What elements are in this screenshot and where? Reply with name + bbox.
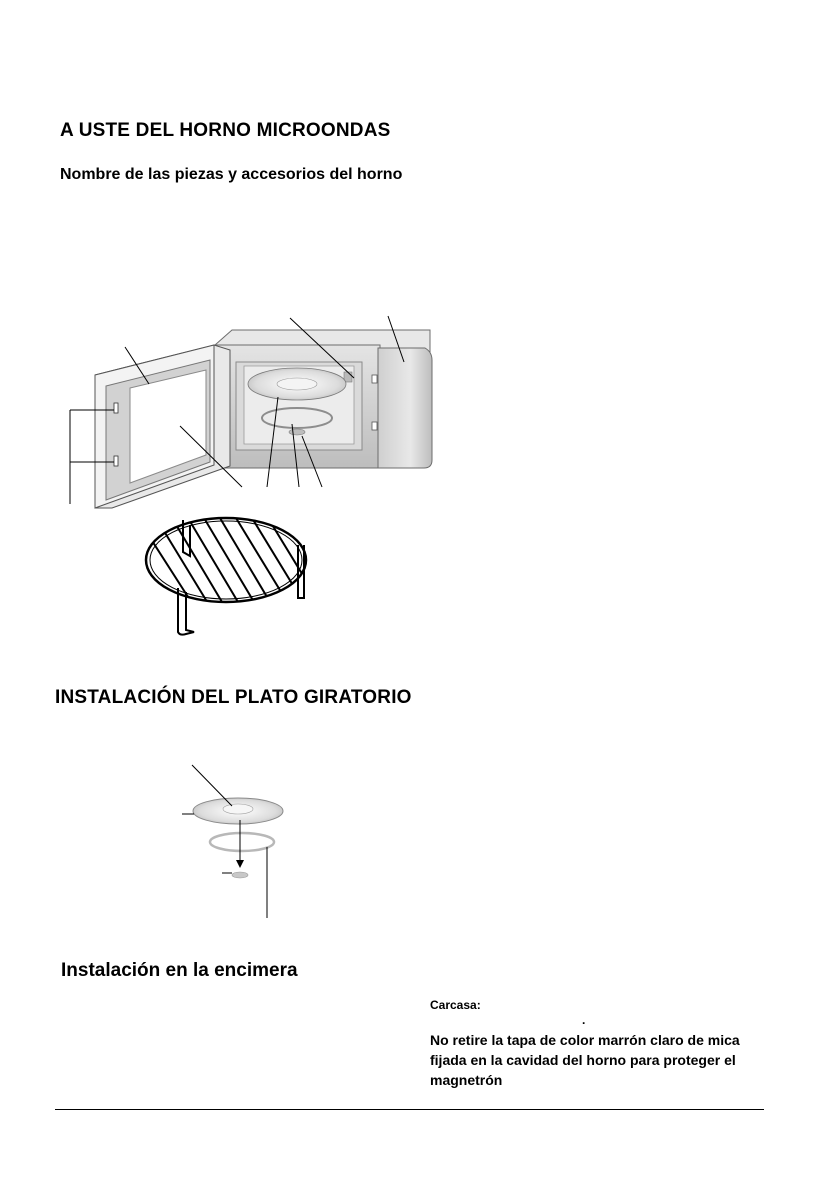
notice-text: No retire la tapa de color marrón claro de mica fijada en la cavidad del horno para proteger el magnetrón [430,1032,740,1088]
footer-divider [55,1109,764,1110]
notice-heading: Carcasa: [430,998,481,1012]
turntable-section-title: INSTALACIÓN DEL PLATO GIRATORIO [55,687,412,708]
notice-dot: . [582,1013,586,1027]
countertop-section-title: Instalación en la encimera [61,960,298,981]
parts-subtitle: Nombre de las piezas y accesorios del horno [60,166,403,183]
page-title: A USTE DEL HORNO MICROONDAS [60,120,391,141]
